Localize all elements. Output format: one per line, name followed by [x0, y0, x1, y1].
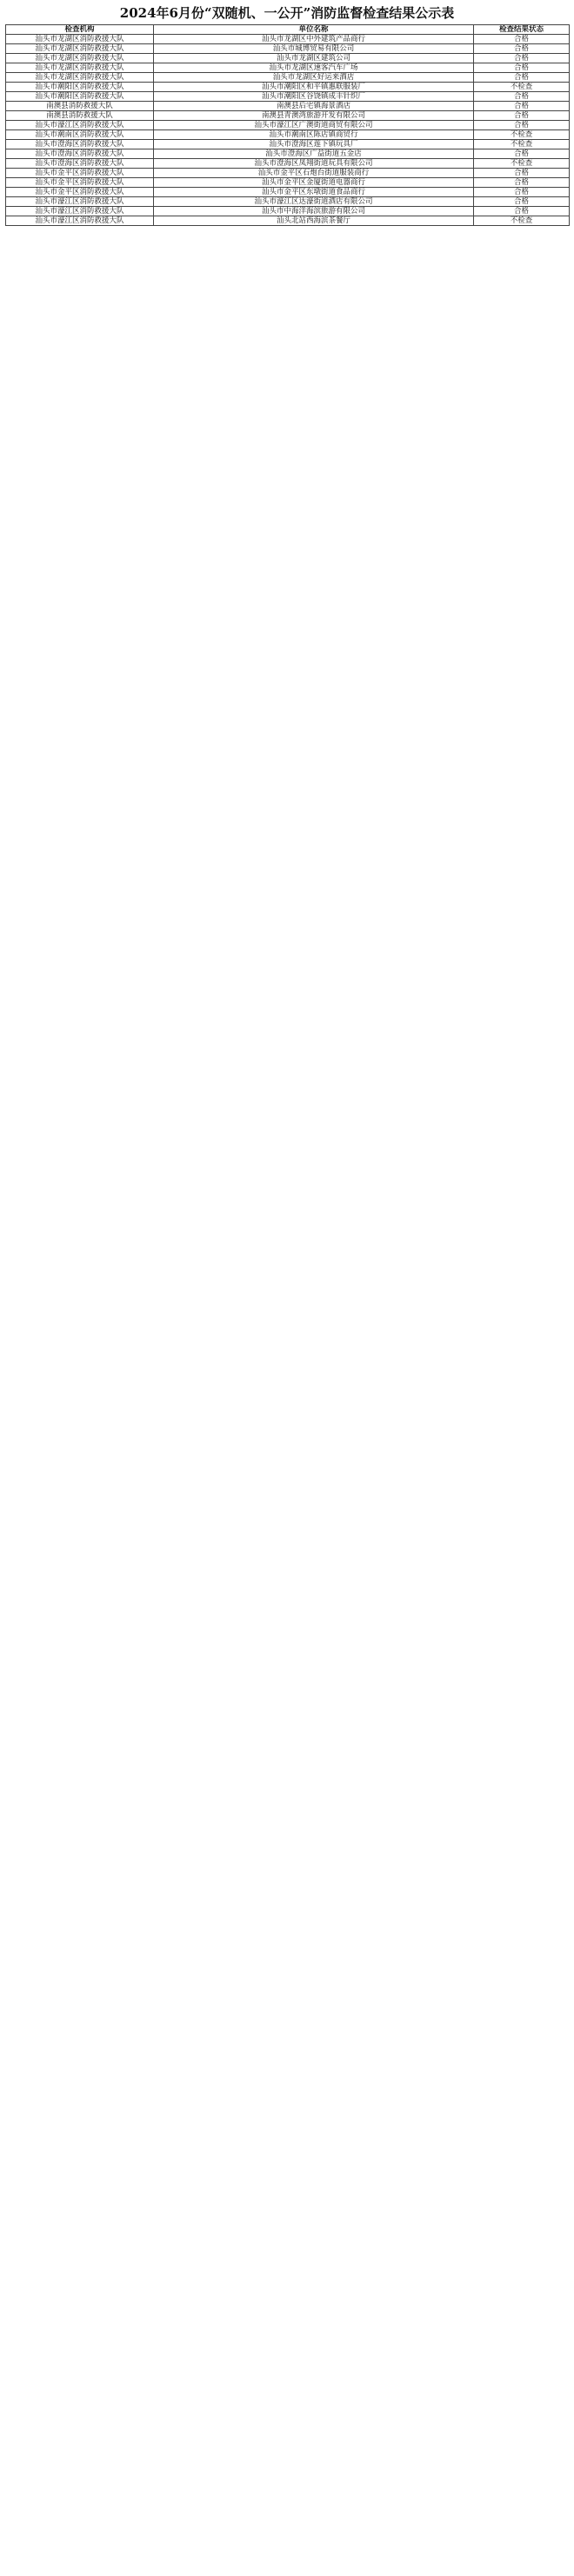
cell-agency: 汕头市潮南区消防救援大队 [6, 130, 154, 140]
cell-unit: 汕头市中海洋海滨旅游有限公司 [154, 207, 474, 216]
cell-unit: 汕头市潮阳区谷饶镇成丰针织厂 [154, 92, 474, 102]
cell-status: 合格 [474, 44, 570, 54]
cell-status: 合格 [474, 92, 570, 102]
table-row [6, 216, 570, 226]
cell-unit: 汕头市龙湖区中外建筑产品商行 [154, 35, 474, 44]
table-row [6, 54, 570, 63]
table-header-row [6, 25, 570, 35]
table-row [6, 111, 570, 121]
results-table [5, 24, 570, 226]
cell-agency: 汕头市潮阳区消防救援大队 [6, 92, 154, 102]
cell-status: 不检查 [474, 130, 570, 140]
cell-unit: 汕头市澄海区凤翔街道玩具有限公司 [154, 159, 474, 169]
cell-agency: 汕头市龙湖区消防救援大队 [6, 44, 154, 54]
cell-status: 合格 [474, 149, 570, 159]
cell-unit: 汕头市濠江区达濠街道酒店有限公司 [154, 197, 474, 207]
cell-unit: 汕头市金平区东墩街道食品商行 [154, 188, 474, 197]
cell-status: 合格 [474, 35, 570, 44]
table-row [6, 140, 570, 149]
table-row [6, 197, 570, 207]
cell-agency: 汕头市龙湖区消防救援大队 [6, 73, 154, 83]
cell-unit: 汕头市潮南区陈店镇商贸行 [154, 130, 474, 140]
cell-status: 合格 [474, 121, 570, 130]
table-row [6, 130, 570, 140]
cell-unit: 汕头市龙湖区好运来酒店 [154, 73, 474, 83]
cell-agency: 南澳县消防救援大队 [6, 111, 154, 121]
header-agency: 检查机构 [6, 25, 154, 35]
cell-unit: 汕头市城博贸易有限公司 [154, 44, 474, 54]
cell-status: 合格 [474, 188, 570, 197]
cell-status: 不检查 [474, 140, 570, 149]
cell-unit: 汕头市龙湖区建筑公司 [154, 54, 474, 63]
cell-status: 不检查 [474, 159, 570, 169]
table-row [6, 149, 570, 159]
cell-unit: 汕头市金平区石炮台街道服装商行 [154, 169, 474, 178]
table-row [6, 178, 570, 188]
table-row [6, 207, 570, 216]
cell-status: 合格 [474, 111, 570, 121]
table-row [6, 121, 570, 130]
cell-agency: 汕头市金平区消防救援大队 [6, 178, 154, 188]
cell-agency: 汕头市潮阳区消防救援大队 [6, 83, 154, 92]
cell-agency: 汕头市濠江区消防救援大队 [6, 216, 154, 226]
table-row [6, 44, 570, 54]
cell-agency: 南澳县消防救援大队 [6, 102, 154, 111]
cell-status: 合格 [474, 197, 570, 207]
table-row [6, 92, 570, 102]
cell-status: 不检查 [474, 83, 570, 92]
table-row [6, 169, 570, 178]
table-row [6, 63, 570, 73]
table-row [6, 159, 570, 169]
cell-unit: 汕头市龙湖区速客汽车广场 [154, 63, 474, 73]
table-row [6, 102, 570, 111]
cell-agency: 汕头市龙湖区消防救援大队 [6, 54, 154, 63]
cell-status: 合格 [474, 54, 570, 63]
cell-unit: 汕头市濠江区广澳街道商贸有限公司 [154, 121, 474, 130]
cell-status: 合格 [474, 207, 570, 216]
cell-unit: 汕头市澄海区广益街道五金店 [154, 149, 474, 159]
cell-unit: 南澳县青澳湾旅游开发有限公司 [154, 111, 474, 121]
header-unit: 单位名称 [154, 25, 474, 35]
cell-status: 合格 [474, 73, 570, 83]
document-title: 2024年6月份“双随机、一公开”消防监督检查结果公示表 [119, 5, 455, 21]
cell-agency: 汕头市金平区消防救援大队 [6, 169, 154, 178]
cell-unit: 汕头市澄海区莲下镇玩具厂 [154, 140, 474, 149]
cell-status: 合格 [474, 63, 570, 73]
cell-status: 不检查 [474, 216, 570, 226]
header-status: 检查结果状态 [474, 25, 570, 35]
cell-status: 合格 [474, 169, 570, 178]
cell-status: 合格 [474, 178, 570, 188]
table-body [6, 35, 570, 226]
table-row [6, 188, 570, 197]
table-row [6, 73, 570, 83]
cell-agency: 汕头市濠江区消防救援大队 [6, 207, 154, 216]
cell-agency: 汕头市澄海区消防救援大队 [6, 149, 154, 159]
cell-unit: 汕头市金平区金厦街道电器商行 [154, 178, 474, 188]
cell-unit: 汕头北站西海滨茶餐厅 [154, 216, 474, 226]
cell-unit: 南澳县后宅镇海景酒店 [154, 102, 474, 111]
cell-agency: 汕头市龙湖区消防救援大队 [6, 35, 154, 44]
cell-agency: 汕头市濠江区消防救援大队 [6, 121, 154, 130]
cell-agency: 汕头市澄海区消防救援大队 [6, 140, 154, 149]
cell-agency: 汕头市龙湖区消防救援大队 [6, 63, 154, 73]
cell-agency: 汕头市澄海区消防救援大队 [6, 159, 154, 169]
table-row [6, 83, 570, 92]
cell-status: 合格 [474, 102, 570, 111]
cell-agency: 汕头市金平区消防救援大队 [6, 188, 154, 197]
cell-unit: 汕头市潮阳区和平镇惠联服装厂 [154, 83, 474, 92]
table-row [6, 35, 570, 44]
cell-agency: 汕头市濠江区消防救援大队 [6, 197, 154, 207]
